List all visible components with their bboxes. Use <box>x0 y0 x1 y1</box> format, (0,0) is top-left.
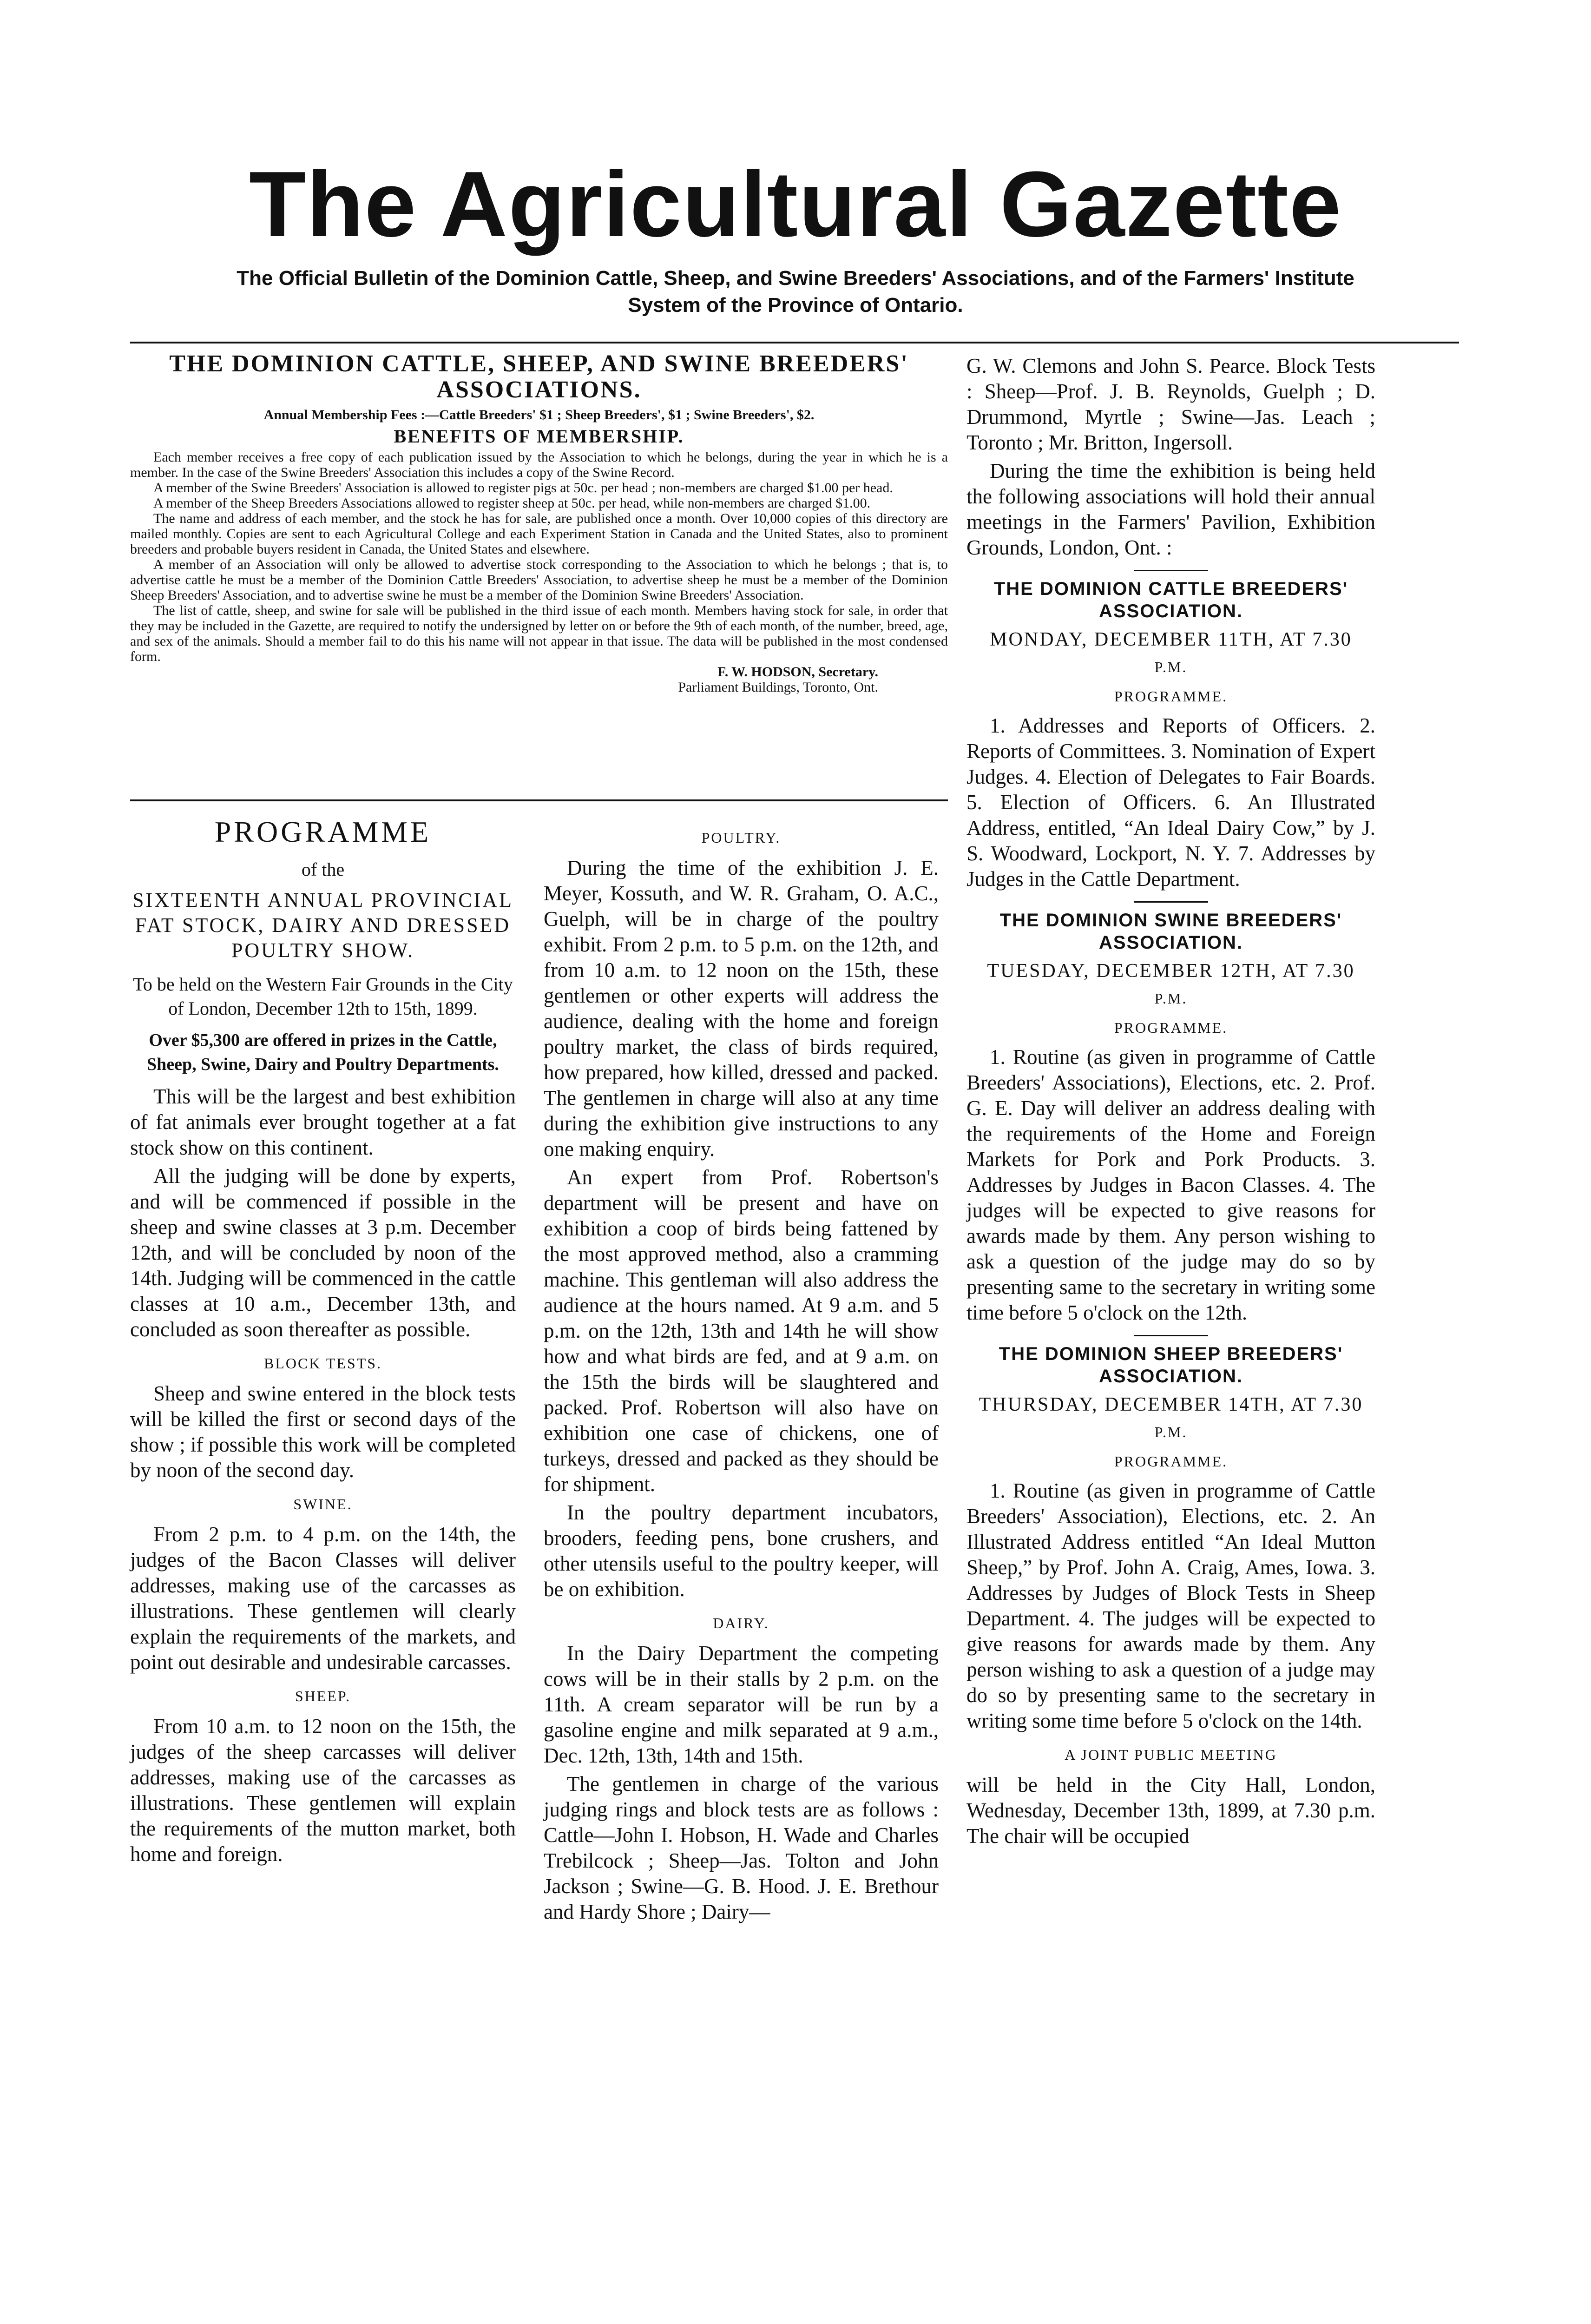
cattle-meeting-date: MONDAY, DECEMBER 11TH, AT 7.30 <box>990 629 1352 650</box>
poultry-paragraph: In the poultry department incubators, brooders, feeding pens, bone crushers, and other utensils useful to the poultry keeper, will be on exhibition. <box>544 1501 939 1601</box>
benefit-paragraph: The list of cattle, sheep, and swine for sale will be published in the third issue of each month. Members having stock for sale, in order that they may be included in the Gazette, are required to notify the undersigned by letter on or before the 9th of each month, of the number, breed, age, and sex of the animals. Should a member fail to do this his name will not appear in that issue. The data will be published in the most condensed form. <box>130 603 948 664</box>
swine-association-heading: THE DOMINION SWINE BREEDERS' ASSOCIATION. <box>999 910 1342 953</box>
benefit-paragraph: A member of the Swine Breeders' Association is allowed to register pigs at 50c. per head ; non-members are charged $1.00 per head. <box>153 480 893 495</box>
membership-fees: Annual Membership Fees :—Cattle Breeders' $1 ; Sheep Breeders', $1 ; Swine Breeders', $2. <box>263 407 815 423</box>
public-meeting-paragraph: will be held in the City Hall, London, Wednesday, December 13th, 1899, at 7.30 p.m. The chair will be occupied <box>966 1773 1375 1848</box>
benefits-heading: BENEFITS OF MEMBERSHIP. <box>394 426 684 447</box>
secretary-address: Parliament Buildings, Toronto, Ont. <box>678 680 878 695</box>
meetings-intro: During the time the exhibition is being held the following associations will hold their annual meetings in the Farmers' Pavilion, Exhibition Grounds, London, Ont. : <box>966 459 1375 559</box>
programme-column-left <box>130 813 516 1870</box>
cattle-meeting-programme: 1. Addresses and Reports of Officers. 2. Reports of Committees. 3. Nomination of Expert Judges. 4. Election of Delegates to Fair Boards. 5. Election of Officers. 6. An Illustrated Address, entitled, “An Ideal Dairy Cow,” by J. S. Woodward, Lockport, N. Y. 7. Addresses by Judges in the Cattle Department. <box>966 714 1375 891</box>
sheep-programme-label: PROGRAMME. <box>1114 1453 1228 1470</box>
swine-heading: SWINE. <box>293 1496 353 1512</box>
programme-of: of the <box>301 859 345 880</box>
sheep-meeting-pm: P.M. <box>1154 1424 1188 1440</box>
dairy-paragraph: In the Dairy Department the competing cows will be in their stalls by 2 p.m. on the 11th. A cream separator will be run by a gasoline engine and milk separated at 9 a.m., Dec. 12th, 13th, 14th and 15th. <box>544 1642 939 1767</box>
block-tests-paragraph: Sheep and swine entered in the block tests will be killed the first or second days of the show ; if possible this work will be completed by noon of the second day. <box>130 1382 516 1482</box>
benefit-paragraph: A member of an Association will only be allowed to advertise stock corresponding to the Association to which he belongs ; that is, to advertise cattle he must be a member of the Dominion Cattle Breeders' Association, to advertise sheep he must be a member of the Dominion Sheep Breeders' Association, and to advertise swine he must be a member of the Dominion Swine Breeders' Association. <box>130 557 948 603</box>
masthead-rule <box>130 342 1459 343</box>
benefit-paragraph: A member of the Sheep Breeders Associations allowed to register sheep at 50c. per head, while non-members are charged $1.00. <box>153 495 871 511</box>
sheep-meeting-date: THURSDAY, DECEMBER 14TH, AT 7.30 <box>979 1394 1363 1415</box>
block-tests-heading: BLOCK TESTS. <box>263 1355 382 1372</box>
intro-paragraph: All the judging will be done by experts, and will be commenced if possible in the sheep and swine classes at 3 p.m. December 12th, and will be concluded by noon of the 14th. Judging will be commenced in the cattle classes at 10 a.m., December 13th, and concluded as soon thereafter as possible. <box>130 1164 516 1341</box>
show-name: SIXTEENTH ANNUAL PROVINCIAL FAT STOCK, DAIRY AND DRESSED POULTRY SHOW. <box>132 889 514 962</box>
association-title: THE DOMINION CATTLE, SHEEP, AND SWINE BREEDERS' ASSOCIATIONS. <box>169 350 909 403</box>
sheep-paragraph: From 10 a.m. to 12 noon on the 15th, the judges of the sheep carcasses will deliver addresses, making use of the carcasses as illustrations. These gentlemen will explain the requirements of the mutton market, both home and foreign. <box>130 1715 516 1866</box>
show-prizes: Over $5,300 are offered in prizes in the Cattle, Sheep, Swine, Dairy and Poultry Departments. <box>147 1030 499 1074</box>
association-bottom-rule <box>130 799 948 801</box>
masthead-subtitle: The Official Bulletin of the Dominion Cattle, Sheep, and Swine Breeders' Associations, and of the Farmers' Institute System of the Province of Ontario. <box>237 267 1354 317</box>
masthead-title: The Agricultural Gazette <box>249 152 1342 256</box>
judges-continued: G. W. Clemons and John S. Pearce. Block Tests : Sheep—Prof. J. B. Reynolds, Guelph ; D. Drummond, Myrtle ; Swine—Jas. Leach ; Toronto ; Mr. Britton, Ingersoll. <box>966 354 1375 454</box>
sheep-heading: SHEEP. <box>295 1688 351 1704</box>
secretary-signature: F. W. HODSON, Secretary. <box>717 664 878 680</box>
public-meeting-heading: A JOINT PUBLIC MEETING <box>1065 1746 1277 1763</box>
poultry-paragraph: An expert from Prof. Robertson's department will be present and have on exhibition a coop of birds being fattened by the most approved method, also a cramming machine. This gentleman will also address the audience at the hours named. At 9 a.m. and 5 p.m. on the 12th, 13th and 14th he will show how and what birds are fed, and at 9 a.m. on the 15th the birds will be slaughtered and packed. Prof. Robertson will also have on exhibition one case of chickens, one of turkeys, dressed and packed as they should be for shipment. <box>544 1166 939 1496</box>
section-divider <box>1134 570 1208 571</box>
sheep-association-heading: THE DOMINION SHEEP BREEDERS' ASSOCIATION. <box>999 1344 1343 1386</box>
poultry-paragraph: During the time of the exhibition J. E. Meyer, Kossuth, and W. R. Graham, O. A.C., Guelph, will be in charge of the poultry exhibit. From 2 p.m. to 5 p.m. on the 12th, and from 10 a.m. to 12 noon on the 15th, these gentlemen or other experts will address the audience, dealing with the home and foreign poultry market, the class of birds required, how prepared, how killed, dressed and packed. The gentlemen in charge will also at any time during the exhibition give instructions to any one making enquiry. <box>544 856 939 1161</box>
dairy-paragraph: The gentlemen in charge of the various judging rings and block tests are as follows : Cattle—John I. Hobson, H. Wade and Charles Trebilcock ; Sheep—Jas. Tolton and John Jackson ; Swine—G. B. Hood. J. E. Brethour and Hardy Shore ; Dairy— <box>544 1772 939 1923</box>
show-location: To be held on the Western Fair Grounds in the City of London, December 12th to 15th, 1899. <box>133 974 513 1019</box>
benefits-body <box>130 449 948 664</box>
programme-title: PROGRAMME <box>214 815 432 848</box>
benefit-paragraph: The name and address of each member, and the stock he has for sale, are published once a month. Over 10,000 copies of this directory are mailed monthly. Copies are sent to each Agricultural College and each Experiment Station in Canada and the United States, also to prominent breeders and probable buyers resident in Canada, the United States and elsewhere. <box>130 511 948 557</box>
benefit-paragraph: Each member receives a free copy of each publication issued by the Association to which he belongs, during the year in which he is a member. In the case of the Swine Breeders' Association this includes a copy of the Swine Record. <box>130 449 948 480</box>
intro-paragraph: This will be the largest and best exhibition of fat animals ever brought together at a fat stock show on this continent. <box>130 1085 516 1159</box>
swine-meeting-programme: 1. Routine (as given in programme of Cattle Breeders' Associations), Elections, etc. 2. Prof. G. E. Day will deliver an address dealing with the requirements of the Home and Foreign Markets for Pork and Pork Products. 3. Addresses by Judges in Bacon Classes. 4. The judges will be expected to give reasons for awards made by them. Any person wishing to ask a question of the judge may do so by presenting same to the secretary in writing some time before 5 o'clock on the 12th. <box>966 1045 1375 1324</box>
cattle-meeting-pm: P.M. <box>1154 659 1188 675</box>
poultry-heading: POULTRY. <box>701 829 781 846</box>
swine-meeting-date: TUESDAY, DECEMBER 12TH, AT 7.30 <box>987 960 1355 982</box>
swine-meeting-pm: P.M. <box>1154 990 1188 1007</box>
swine-paragraph: From 2 p.m. to 4 p.m. on the 14th, the judges of the Bacon Classes will deliver addresses, making use of the carcasses as illustrations. These gentlemen will clearly explain the requirements of the markets, and point out desirable and undesirable carcasses. <box>130 1523 516 1674</box>
meetings-column-right <box>966 353 1375 1852</box>
association-notice <box>130 351 948 695</box>
swine-programme-label: PROGRAMME. <box>1114 1019 1228 1036</box>
dairy-heading: DAIRY. <box>713 1615 769 1631</box>
programme-column-middle <box>544 825 939 1928</box>
cattle-programme-label: PROGRAMME. <box>1114 688 1228 705</box>
cattle-association-heading: THE DOMINION CATTLE BREEDERS' ASSOCIATION. <box>993 579 1348 621</box>
section-divider <box>1134 901 1208 903</box>
section-divider <box>1134 1335 1208 1336</box>
sheep-meeting-programme: 1. Routine (as given in programme of Cattle Breeders' Association), Elections, etc. 2. An Illustrated Address entitled “An Ideal Mutton Sheep,” by Prof. John A. Craig, Ames, Iowa. 3. Addresses by Judges of Block Tests in Sheep Department. 4. The judges will be expected to give reasons for awards made by them. Any person wishing to ask a question of a judge may do so by presenting same to the secretary in writing some time before 5 o'clock on the 14th. <box>966 1479 1375 1732</box>
